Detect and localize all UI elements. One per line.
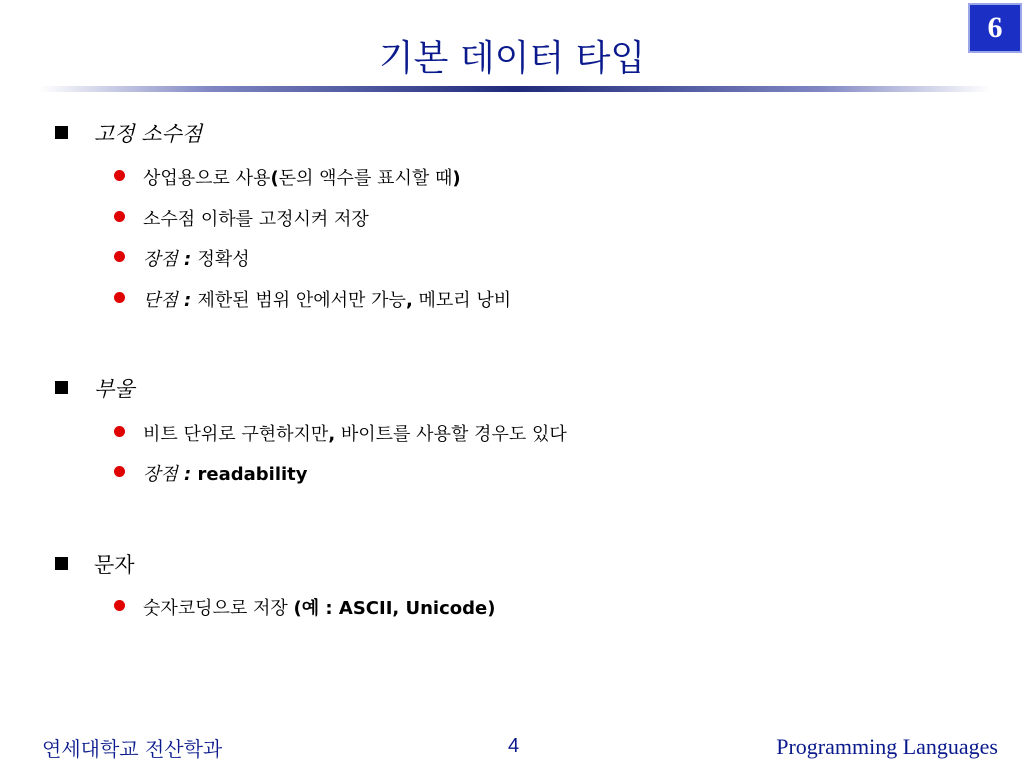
item-text-bold: readability (197, 464, 308, 485)
red-dot-bullet-icon (114, 251, 125, 262)
square-bullet-icon (55, 557, 68, 570)
square-bullet-icon (55, 381, 68, 394)
item-text: 정확성 (197, 249, 250, 270)
footer-page-number: 4 (508, 735, 520, 757)
item-text-bold: , (405, 290, 413, 311)
list-item (143, 164, 461, 190)
item-text: 소수점 이하를 고정시켜 저장 (143, 209, 369, 230)
item-text: 바이트를 사용할 경우도 있다 (335, 424, 567, 445)
item-text: 메모리 낭비 (412, 290, 512, 311)
red-dot-bullet-icon (114, 600, 125, 611)
list-item (143, 420, 567, 446)
square-bullet-icon (55, 126, 68, 139)
item-text-bold: ( (270, 168, 279, 189)
red-dot-bullet-icon (114, 211, 125, 222)
item-label-con: 단점 (143, 290, 178, 311)
slide-title: 기본 데이터 타입 (378, 38, 646, 79)
red-dot-bullet-icon (114, 466, 125, 477)
item-separator: : (177, 290, 198, 311)
item-text: 비트 단위로 구현하지만 (143, 424, 329, 445)
list-item (143, 594, 495, 620)
title-divider (40, 86, 990, 92)
list-item (143, 245, 250, 271)
item-separator: : (177, 249, 198, 270)
footer-course-title: Programming Languages (776, 734, 998, 759)
section-heading-character: 문자 (94, 553, 135, 577)
section-heading-fixed-point: 고정 소수점 (94, 122, 203, 146)
red-dot-bullet-icon (114, 170, 125, 181)
item-text: 상업용으로 사용 (143, 168, 271, 189)
slide-number-badge: 6 (968, 3, 1022, 53)
item-separator: : (177, 464, 198, 485)
item-text: 제한된 범위 안에서만 가능 (197, 290, 406, 311)
list-item (143, 205, 369, 231)
item-text: 숫자코딩으로 저장 (143, 598, 294, 619)
section-heading-boolean: 부울 (94, 377, 135, 401)
item-label-pro: 장점 (143, 464, 178, 485)
item-text: 돈의 액수를 표시할 때 (278, 168, 453, 189)
item-text-bold: (예 : ASCII, Unicode) (293, 598, 496, 619)
list-item (143, 286, 511, 312)
footer-institution: 연세대학교 전산학과 (42, 737, 223, 761)
item-text-bold: ) (452, 168, 461, 189)
item-text-bold: , (328, 424, 336, 445)
list-item (143, 460, 308, 486)
item-label-pro: 장점 (143, 249, 178, 270)
red-dot-bullet-icon (114, 292, 125, 303)
red-dot-bullet-icon (114, 426, 125, 437)
